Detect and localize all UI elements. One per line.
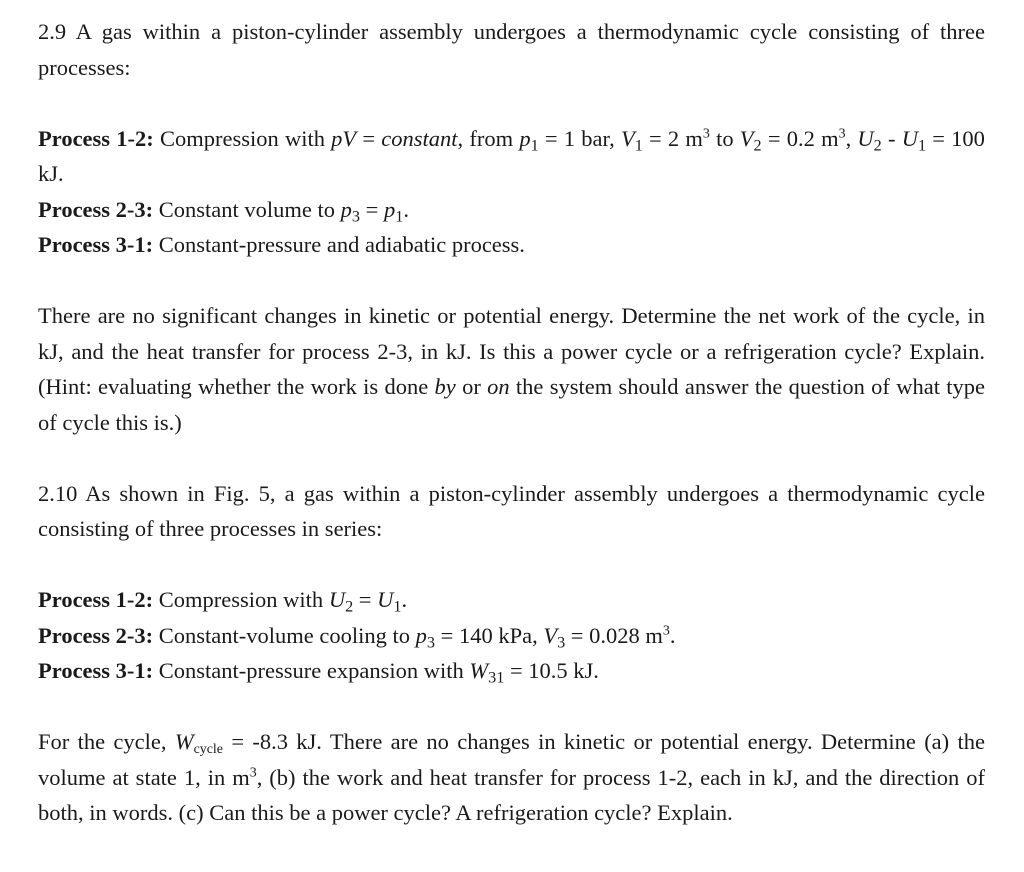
document-page	[38, 14, 985, 831]
problem-2-10-intro: 2.10 As shown in Fig. 5, a gas within a piston-cylinder assembly undergoes a thermodynamic cycle consisting of three processes in series:	[38, 480, 985, 541]
problem-2-9-question: There are no significant changes in kinetic or potential energy. Determine the net work of the cycle, in kJ, and the heat transfer for process 2-3, in kJ. Is this a power cycle or a refrigeration cycle? Explain. (Hint: evaluating whether the work is done by or on the system should answer the question of what type of cycle this is.)	[38, 303, 986, 435]
problem-2-10-process-2-3: Process 2-3: Constant-volume cooling to $p_3 = 140$ kPa, $V_3 = 0.028$ $m^3$.	[38, 622, 676, 652]
problem-2-9-process-2-3: Process 2-3: Constant volume to $p_3 = p_1$.	[38, 196, 409, 226]
problem-2-10-question: For the cycle, $W_{cycle} = -8.3$ kJ. There are no changes in kinetic or potential energy. Determine (a) the volume at state 1, in $m^3$, (b) the work and heat transfer for process 1-2, each in kJ, and the direction of both, in words. (c) Can this be a power cycle? A refrigeration cycle? Explain.	[38, 729, 985, 825]
problem-2-9-process-3-1: Process 3-1: Constant-pressure and adiabatic process.	[38, 232, 525, 257]
process-label: Process 3-1:	[38, 658, 154, 683]
problem-2-9-intro: 2.9 A gas within a piston-cylinder assembly undergoes a thermodynamic cycle consisting of three processes:	[38, 19, 985, 80]
problem-2-9-process-1-2: Process 1-2: Compression with pV = constant, from $p_1 = 1$ bar, $V_1 = 2$ $m^3$ to $V_2 = 0.2$ $m^3$, $U_2 - U_1 = 100$ kJ.	[38, 125, 985, 186]
process-label: Process 3-1:	[38, 232, 154, 257]
process-label: Process 1-2:	[38, 587, 154, 612]
process-label: Process 2-3:	[38, 622, 154, 648]
problem-2-10-process-1-2: Process 1-2: Compression with $U_2 = U_1$.	[38, 587, 408, 616]
process-label: Process 2-3:	[38, 196, 154, 222]
process-label: Process 1-2:	[38, 125, 154, 151]
problem-2-10-process-3-1: Process 3-1: Constant-pressure expansion with $W_{31} = 10.5$ kJ.	[38, 658, 599, 687]
